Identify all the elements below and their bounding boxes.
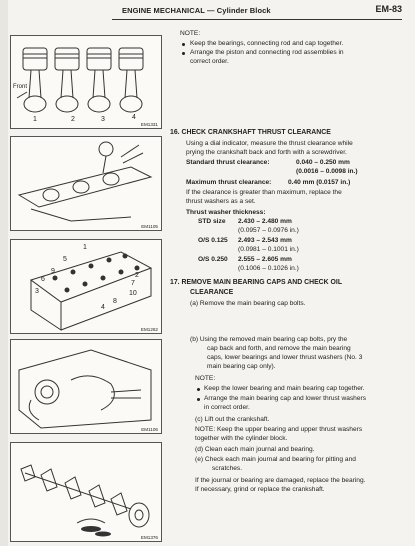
piston-4: [119, 48, 143, 112]
figure-bearing-cap-removal: [10, 339, 162, 434]
washer-mm: 2.555 – 2.605 mm: [238, 256, 292, 263]
header-title: ENGINE MECHANICAL — Cylinder Block: [122, 6, 271, 15]
piston-number-4: 4: [132, 114, 136, 121]
piston-drawing: [11, 36, 161, 128]
replace-text-line-1: If the clearance is greater than maximum, replace the: [186, 189, 342, 196]
standard-clearance-value: 0.040 – 0.250 mm: [296, 159, 350, 166]
step-17-e-line-2: scratches.: [212, 465, 243, 472]
front-label: Front: [13, 84, 28, 90]
bolt-number-8: 8: [113, 298, 117, 305]
step-17-b-line-4: main bearing cap only).: [207, 363, 276, 370]
step-16-heading: 16. CHECK CRANKSHAFT THRUST CLEARANCE: [170, 129, 331, 136]
thrust-washer-title: Thrust washer thickness:: [186, 209, 266, 216]
step-17-note-bullet-1: Keep the lower bearing and main bearing cap together.: [204, 385, 365, 392]
washer-size: O/S 0.250: [198, 256, 228, 263]
figure-piston-assemblies: [10, 35, 162, 129]
figure-crankshaft: [10, 442, 162, 542]
note-bullet-2-line-1: Arrange the piston and connecting rod assemblies in: [190, 49, 344, 56]
step-17-a: (a) Remove the main bearing cap bolts.: [190, 300, 306, 307]
piston-1: [23, 48, 47, 112]
step-17-note-bullet-2-line-2: in correct order.: [204, 404, 250, 411]
bolt-number-4: 4: [101, 304, 105, 311]
washer-in: (0.1006 – 0.1026 in.): [238, 265, 299, 272]
bullet-icon: [182, 52, 185, 55]
figure-code: EM1262: [140, 327, 158, 332]
washer-size: STD size: [198, 218, 226, 225]
step-17-c-note-line-2: together with the cylinder block.: [195, 435, 288, 442]
step-16-intro-line-1: Using a dial indicator, measure the thrust clearance while: [186, 140, 353, 147]
piston-3: [87, 48, 111, 112]
binding-margin: [0, 0, 8, 546]
piston-2: [55, 48, 79, 112]
bullet-icon: [197, 398, 200, 401]
note-bullet-1: Keep the bearings, connecting rod and cap together.: [190, 40, 344, 47]
figure-code: EM1376: [140, 535, 158, 540]
crankshaft-drawing: [11, 443, 161, 541]
figure-cap-bolt-order: [10, 239, 162, 334]
note-title: NOTE:: [180, 30, 201, 37]
final-text-line-2: If necessary, grind or replace the crankshaft.: [195, 486, 325, 493]
step-17-c-note-line-1: NOTE: Keep the upper bearing and upper thrust washers: [195, 426, 363, 433]
washer-in: (0.0981 – 0.1001 in.): [238, 246, 299, 253]
piston-number-3: 3: [101, 116, 105, 123]
engine-block-drawing: [11, 240, 161, 333]
bolt-number-2: 2: [135, 272, 139, 279]
bolt-number-7: 7: [131, 280, 135, 287]
step-17-note-bullet-2-line-1: Arrange the main bearing cap and lower thrust washers: [204, 395, 367, 402]
step-17-heading-line-2: CLEARANCE: [190, 289, 234, 296]
figure-code: EM1106: [141, 427, 158, 432]
step-17-e-line-1: (e) Check each main journal and bearing for pitting and: [195, 456, 356, 463]
maximum-clearance-label: Maximum thrust clearance:: [186, 179, 272, 186]
step-17-heading-line-1: 17. REMOVE MAIN BEARING CAPS AND CHECK OIL: [170, 279, 343, 286]
bearing-cap-drawing: [11, 340, 161, 433]
step-17-note-title: NOTE:: [195, 375, 216, 382]
page-header: [112, 4, 402, 18]
header-rule: [112, 19, 402, 20]
washer-in: (0.0957 – 0.0976 in.): [238, 227, 299, 234]
washer-mm: 2.493 – 2.543 mm: [238, 237, 292, 244]
step-17-b-line-3: caps, lower bearings and lower thrust washers (No. 3: [207, 354, 363, 361]
washer-mm: 2.430 – 2.480 mm: [238, 218, 292, 225]
step-17-c: (c) Lift out the crankshaft.: [195, 416, 270, 423]
note-bullet-2-line-2: correct order.: [190, 58, 229, 65]
step-17-d: (d) Clean each main journal and bearing.: [195, 446, 315, 453]
step-17-b-line-2: cap back and forth, and remove the main bearing: [207, 345, 351, 352]
replace-text-line-2: thrust washers as a set.: [186, 198, 256, 205]
bolt-number-3: 3: [35, 288, 39, 295]
figure-code: EM1105: [141, 224, 158, 229]
bolt-number-1: 1: [83, 244, 87, 251]
piston-number-2: 2: [71, 116, 75, 123]
maximum-clearance-value: 0.40 mm (0.0157 in.): [288, 179, 351, 186]
bullet-icon: [197, 388, 200, 391]
washer-size: O/S 0.125: [198, 237, 228, 244]
bolt-number-6: 6: [41, 276, 45, 283]
dial-indicator-drawing: [11, 137, 161, 230]
final-text-line-1: If the journal or bearing are damaged, replace the bearing.: [195, 477, 366, 484]
piston-number-1: 1: [33, 116, 37, 123]
bolt-number-10: 10: [129, 290, 137, 297]
step-16-intro-line-2: prying the crankshaft back and forth with a screwdriver.: [186, 149, 347, 156]
standard-clearance-inch: (0.0016 – 0.0098 in.): [296, 168, 358, 175]
bolt-number-5: 5: [63, 256, 67, 263]
bullet-icon: [182, 43, 185, 46]
figure-code: EM1331: [140, 122, 158, 127]
standard-clearance-label: Standard thrust clearance:: [186, 159, 270, 166]
figure-dial-indicator: [10, 136, 162, 231]
step-17-b-line-1: (b) Using the removed main bearing cap bolts, pry the: [190, 336, 348, 343]
page-number: EM-83: [375, 4, 402, 14]
bolt-number-9: 9: [51, 268, 55, 275]
